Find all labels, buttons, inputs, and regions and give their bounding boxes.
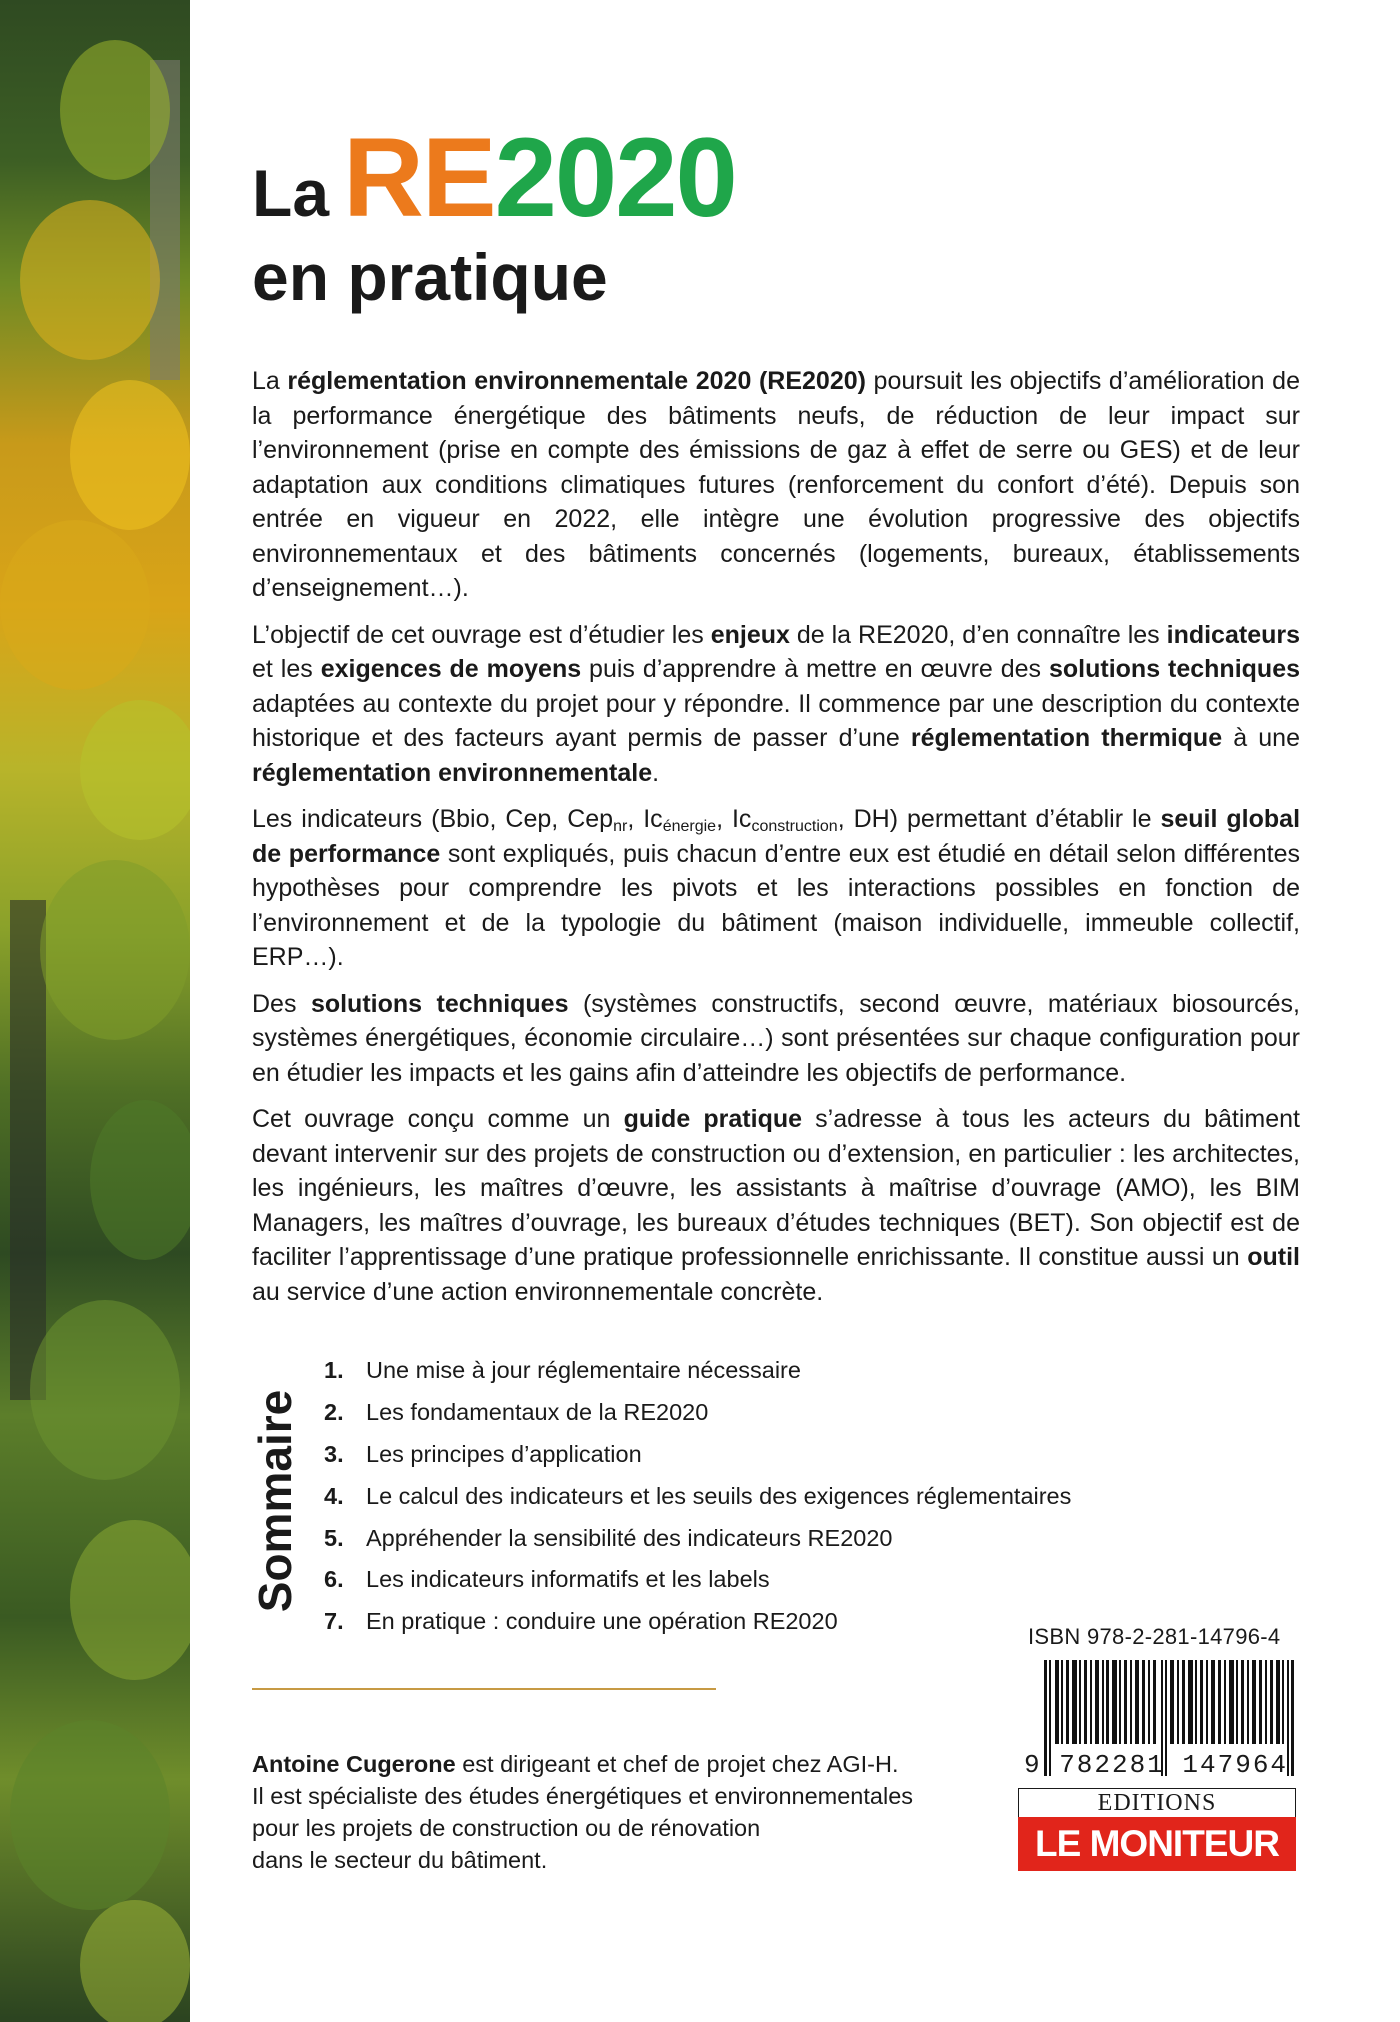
publisher-editions: EDITIONS — [1018, 1788, 1296, 1817]
paragraph-1: La réglementation environnementale 2020 (RE2020) poursuit les objectifs d’amélioration de la performance énergétique des bâtiments neufs, de réduction de leur impact sur l’environnement (prise en compte des émissions de gaz à effet de serre ou GES) et de leur adaptation aux conditions climatiques futures (renforcement du confort d’été). Depuis son entrée en vigueur en 2022, elle intègre une évolution progressive des objectifs environnementaux et des bâtiments concernés (logements, bureaux, établissements d’enseignement…). — [252, 367, 1300, 602]
paragraph-2: L’objectif de cet ouvrage est d’étudier les enjeux de la RE2020, d’en connaître les indicateurs et les exigences de moyens puis d’apprendre à mettre en œuvre des solutions techniques adaptées au contexte du projet pour y répondre. Il commence par une description du contexte historique et des facteurs ayant permis de passer d’une réglementation thermique à une réglementation environnementale. — [252, 620, 1300, 787]
paragraph-3: Les indicateurs (Bbio, Cep, Cep$_{nr}$, $Ic_{énergie}$, $Ic_{construction}$, DH) permettant d’établir le seuil global de performance sont expliqués, puis chacun d’entre eux est étudié en détail selon différentes hypothèses pour comprendre les pivots et les interactions possibles en fonction de l’environnement et de la typologie du bâtiment (maison individuelle, immeuble collectif, ERP…). — [252, 805, 1301, 971]
title-year: 2020 — [494, 115, 736, 240]
author-bio: Antoine Cugerone est dirigeant et chef de projet chez AGI-H. Il est spécialiste des études énergétiques et environnementales pour les projets de construction ou de rénovation dans le secteur du bâtiment. — [252, 1751, 914, 1873]
publisher-logo — [1018, 1788, 1296, 1870]
list-item: 2. Les fondamentaux de la RE2020 — [324, 1399, 709, 1426]
divider — [252, 1688, 716, 1690]
barcode-digits: 9 782281 147964 — [1024, 1750, 1289, 1780]
book-title — [252, 115, 1152, 314]
sommaire-heading: Sommaire — [249, 1389, 301, 1613]
publisher-name: LE MONITEUR — [1018, 1817, 1296, 1871]
back-cover-description — [252, 364, 1300, 1321]
list-item: 6. Les indicateurs informatifs et les labels — [324, 1566, 770, 1593]
paragraph-5: Cet ouvrage conçu comme un guide pratique s’adresse à tous les acteurs du bâtiment devant intervenir sur des projets de construction ou d’extension, en particulier : les architectes, les ingénieurs, les maîtres d’œuvre, les assistants à maîtrise d’ouvrage (AMO), les BIM Managers, les maîtres d’ouvrage, les bureaux d’études techniques (BET). Son objectif est de faciliter l’apprentissage d’une pratique professionnelle enrichissante. Il constitue aussi un outil au service d’une action environnementale concrète. — [252, 1105, 1300, 1306]
author-name: Antoine Cugerone — [252, 1751, 456, 1777]
paragraph-4: Des solutions techniques (systèmes constructifs, second œuvre, matériaux biosourcés, systèmes énergétiques, économie circulaire…) sont présentées sur chaque configuration pour en étudier les impacts et les gains afin d’atteindre les objectifs de performance. — [252, 989, 1301, 1087]
title-la: La — [252, 156, 330, 230]
list-item: 7. En pratique : conduire une opération RE2020 — [324, 1608, 838, 1635]
list-item: 1. Une mise à jour réglementaire nécessaire — [324, 1357, 801, 1384]
list-item: 3. Les principes d’application — [324, 1440, 642, 1467]
list-item: 5. Appréhender la sensibilité des indicateurs RE2020 — [324, 1524, 893, 1551]
list-item: 4. Le calcul des indicateurs et les seuils des exigences réglementaires — [324, 1482, 1072, 1509]
title-re: RE — [343, 115, 495, 240]
isbn: ISBN 978-2-281-14796-4 — [1028, 1624, 1281, 1649]
title-subtitle: en pratique — [252, 240, 608, 314]
sommaire-list — [324, 1350, 1071, 1643]
cover-photo-strip — [0, 0, 190, 2022]
